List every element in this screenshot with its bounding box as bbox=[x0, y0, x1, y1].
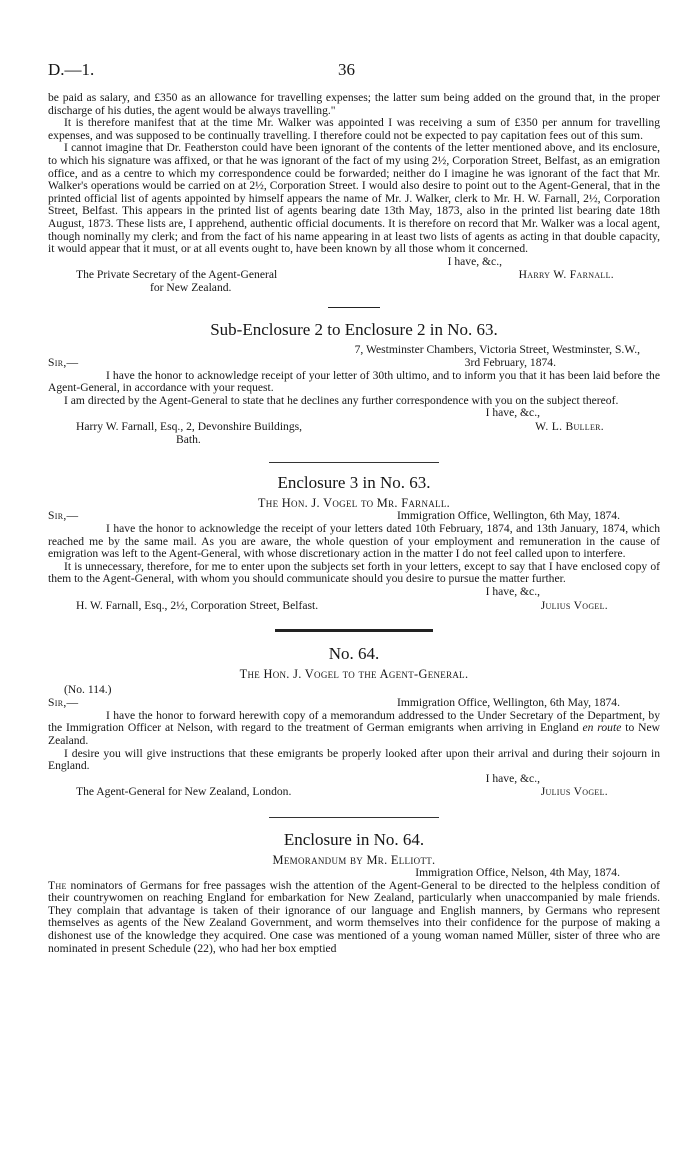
addressee: The Private Secretary of the Agent-General bbox=[76, 268, 278, 282]
signature: Harry W. Farnall. bbox=[518, 268, 614, 282]
reference-number: (No. 114.) bbox=[64, 683, 112, 697]
paragraph: I am directed by the Agent-General to state that he declines any further correspondence with you on the subject thereof. bbox=[64, 393, 619, 407]
italic-phrase: en route bbox=[582, 721, 622, 735]
paragraph: I have the honor to acknowledge receipt of your letter of 30th ultimo, and to inform you that it has been laid before the Agent-General, in accordance with your request. bbox=[48, 368, 660, 395]
salutation: Sir,— bbox=[48, 695, 79, 709]
enclosure-3 bbox=[48, 473, 660, 612]
signature: W. L. Buller. bbox=[535, 419, 604, 433]
paragraph bbox=[48, 880, 660, 956]
paragraph: It is unnecessary, therefore, for me to enter upon the subjects set forth in your letters, except to say that I have enclosed copy of them to the Agent-General, with whom you should communicate should you desire to pursue the matter further. bbox=[48, 559, 660, 586]
signature-row bbox=[48, 421, 660, 434]
salutation: Sir,— bbox=[48, 509, 79, 523]
section-divider bbox=[275, 629, 433, 632]
enclosure-in-no-64 bbox=[48, 830, 660, 955]
paragraph: I desire you will give instructions that these emigrants be properly looked after upon their arrival and during their sojourn in England. bbox=[48, 746, 660, 773]
paragraph: I cannot imagine that Dr. Featherston could have been ignorant of the contents of the letter mentioned above, and its enclosure, to which his signature was affixed, or that he was ignorant of the fact of my using 2½, Corporation Street, Belfast, as an emigration office, and as a centre to which my correspondence could be forwarded; neither do I imagine he was ignorant of the fact that Mr. Walker's operations would be carried on at 2½, Corporation Street. I would also desire to point out to the Agent-General, that in the printed official list of agents appointed by himself appears the name of Mr. J. Walker, clerk to Mr. H. W. Farnall, 2½, Corporation Street, Belfast. This appears in the printed list of agents bearing date 13th May, 1873, also in the printed list bearing date 18th August, 1873. These lists are, I apprehend, authentic official documents. It is therefore on record that Mr. Walker was a local agent, though nominally my clerk; and from the fact of his name appearing in at least two lists of agents as acting in that double capacity, it would appear that it must, or at all events ought to, have been known by all those whom it concerned. bbox=[48, 141, 660, 256]
paragraph: I have the honor to acknowledge the receipt of your letters dated 10th February, 1874, and 13th January, 1874, which reached me by the same mail. As you are aware, the whole question of your employment and remuneration in the cause of emigration was left to the Agent-General, with whose discretionary action in the matter I do not feel called upon to interfere. bbox=[48, 522, 660, 561]
address-date: Immigration Office, Wellington, 6th May, 1874. bbox=[397, 695, 620, 709]
signature-row bbox=[48, 786, 660, 799]
page-header bbox=[48, 60, 660, 82]
closing: I have, &c., bbox=[485, 771, 540, 785]
paragraph bbox=[48, 710, 660, 748]
addressee: The Agent-General for New Zealand, London. bbox=[76, 785, 292, 799]
lead-word: The bbox=[48, 878, 67, 892]
letter-date: 3rd February, 1874. bbox=[464, 355, 556, 369]
section-heading: No. 64. bbox=[328, 643, 380, 663]
paragraph-text: nominators of Germans for free passages wish the attention of the Agent-General to be directed to the helpless condition of their countrywomen on reaching England for embarkation for New Zealand, particularly when unaccompanied by male friends. They complain that advantage is taken of their ignorance of our language and English manners, by Germans who represent themselves as agents of the New Zealand Government, and worm themselves into their confidence for the purpose of making a dishonest use of the knowledge they acquired. One case was mentioned of a young woman named Müller, sister of three who are nominated in present Schedule (22), who had her box emptied bbox=[48, 878, 660, 955]
paragraph-text: to New Zealand. bbox=[48, 721, 660, 747]
section-divider bbox=[269, 462, 439, 463]
sender-address: 7, Westminster Chambers, Victoria Street, Westminster, S.W., bbox=[354, 342, 640, 356]
paragraph: It is therefore manifest that at the time Mr. Walker was appointed I was receiving a sum of £350 per annum for travelling expenses, and was supposed to be continually travelling. I therefore could not be expected to pay capitation fees out of this sum. bbox=[48, 116, 660, 142]
letter-farnall-continuation bbox=[48, 92, 660, 295]
section-divider bbox=[328, 307, 380, 308]
addressee: H. W. Farnall, Esq., 2½, Corporation Street, Belfast. bbox=[76, 598, 319, 612]
section-subheading: The Hon. J. Vogel to the Agent-General. bbox=[239, 666, 469, 681]
closing: I have, &c., bbox=[447, 254, 502, 268]
paragraph-text: I have the honor to forward herewith copy of a memorandum addressed to the Under Secretary of the Department, by the Immigration Officer at Nelson, with regard to the treatment of German emigrants when arriving in England bbox=[48, 708, 660, 735]
section-subheading: The Hon. J. Vogel to Mr. Farnall. bbox=[257, 496, 451, 511]
page-number: 36 bbox=[338, 60, 355, 79]
addressee: Harry W. Farnall, Esq., 2, Devonshire Buildings, bbox=[76, 419, 303, 433]
addressee-continued: Bath. bbox=[176, 432, 201, 446]
signature: Julius Vogel. bbox=[540, 598, 608, 612]
signature-row bbox=[48, 600, 660, 613]
document-body bbox=[48, 92, 660, 955]
salutation-row bbox=[48, 510, 660, 523]
addressee-continued: for New Zealand. bbox=[150, 281, 232, 295]
sub-enclosure-2 bbox=[48, 320, 660, 447]
letter-no-64 bbox=[48, 644, 660, 800]
section-heading: Enclosure in No. 64. bbox=[283, 830, 425, 850]
address-date: Immigration Office, Nelson, 4th May, 1874. bbox=[415, 865, 620, 879]
salutation-row bbox=[48, 357, 660, 370]
signature-row bbox=[48, 269, 660, 282]
signature: Julius Vogel. bbox=[540, 785, 608, 799]
paragraph: be paid as salary, and £350 as an allowance for travelling expenses; the latter sum being added on the ground that, in the proper discharge of his duties, the agent would be always travelling." bbox=[48, 91, 660, 117]
salutation-row bbox=[48, 697, 660, 710]
section-heading: Enclosure 3 in No. 63. bbox=[277, 473, 431, 493]
section-heading: Sub-Enclosure 2 to Enclosure 2 in No. 63. bbox=[210, 319, 498, 339]
section-subheading: Memorandum by Mr. Elliott. bbox=[272, 853, 436, 868]
salutation: Sir,— bbox=[48, 355, 79, 369]
document-code: D.—1. bbox=[48, 60, 95, 79]
section-divider bbox=[269, 817, 439, 818]
closing: I have, &c., bbox=[485, 585, 540, 599]
closing: I have, &c., bbox=[485, 406, 540, 420]
address-date: Immigration Office, Wellington, 6th May, 1874. bbox=[397, 509, 620, 523]
